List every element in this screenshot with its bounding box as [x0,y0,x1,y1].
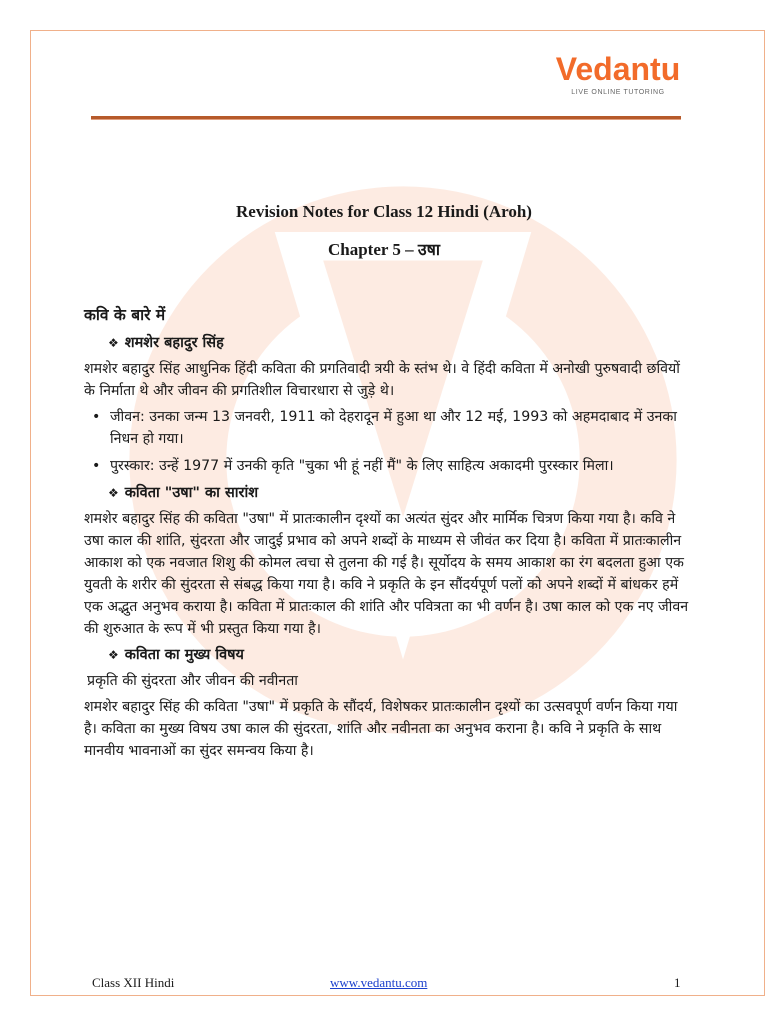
bullet-award: • पुरस्कार: उन्हें 1977 में उनकी कृति "चुका भी हूं नहीं मैं" के लिए साहित्य अकादमी पुरस्कार मिला। [84,455,689,477]
theme-paragraph: शमशेर बहादुर सिंह की कविता "उषा" में प्रकृति के सौंदर्य, विशेषकर प्रातःकालीन दृश्यों का उत्सवपूर्ण वर्णन किया गया है। कविता का मुख्य विषय उषा काल की सुंदरता, शांति और नवीनता का अनुभव कराना है। कवि ने प्रकृति के साथ मानवीय भावनाओं का सुंदर समन्वय किया है। [84,699,678,759]
theme-heading-label: कविता का मुख्य विषय [124,647,244,663]
footer-website-link[interactable]: www.vedantu.com [330,975,428,990]
logo-tagline: LIVE ONLINE TUTORING [571,89,665,96]
chapter-title [0,238,768,260]
summary-heading-label: कविता "उषा" का सारांश [124,485,259,501]
vedantu-logo [553,52,683,102]
header-rule [91,116,681,120]
footer-page-number: 1 [674,975,681,990]
document-title: Revision Notes for Class 12 Hindi (Aroh) [236,202,532,221]
theme-subtitle: प्रकृति की सुंदरता और जीवन की नवीनता [87,673,298,689]
heading-about-poet: कवि के बारे में [84,306,166,324]
summary-paragraph: शमशेर बहादुर सिंह की कविता "उषा" में प्रातःकालीन दृश्यों का अत्यंत सुंदर और मार्मिक चित्रण किया गया है। कवि ने उषा काल की शांति, सुंदरता और जादुई प्रभाव को अपने शब्दों के माध्यम से जीवंत कर दिया है। कविता में प्रातःकालीन आकाश को एक नवजात शिशु की कोमल त्वचा से तुलना की गई है। सूर्योदय के समय आकाश का रंग बदलता हुआ एक युवती के शरीर की सुंदरता से संबद्ध किया गया है। कवि ने प्रकृति के इन सौंदर्यपूर्ण पलों को अपने शब्दों में बांधकर हमें एक अद्भुत अनुभव कराया है। कविता में प्रातःकाल की शांति और पवित्रता का भी वर्णन है। उषा काल को एक नए जीवन की शुरुआत के रूप में भी प्रस्तुत किया गया है। [84,511,689,637]
footer-class-label: Class XII Hindi [92,975,175,990]
heading-poet-name [84,332,689,354]
logo-wordmark: Vedantu [555,51,681,87]
diamond-bullet-icon: ❖ [108,336,119,350]
heading-theme [84,644,689,666]
main-content [84,304,689,766]
bullet-life: • जीवन: उनका जन्म 13 जनवरी, 1911 को देहरादून में हुआ था और 12 मई, 1993 को अहमदाबाद में उनका निधन हो गया। [84,406,689,450]
chapter-name: उषा [417,240,441,259]
heading-summary [84,482,689,504]
chapter-prefix: Chapter 5 – [327,240,418,259]
diamond-bullet-icon: ❖ [108,486,119,500]
poet-name-label: शमशेर बहादुर सिंह [124,335,224,351]
poet-intro-paragraph: शमशेर बहादुर सिंह आधुनिक हिंदी कविता की प्रगतिवादी त्रयी के स्तंभ थे। वे हिंदी कविता में अनोखी पुरुषवादी छवियों के निर्माता थे और जीवन की प्रगतिशील विचारधारा से जुड़े थे। [84,361,680,399]
diamond-bullet-icon: ❖ [108,648,119,662]
